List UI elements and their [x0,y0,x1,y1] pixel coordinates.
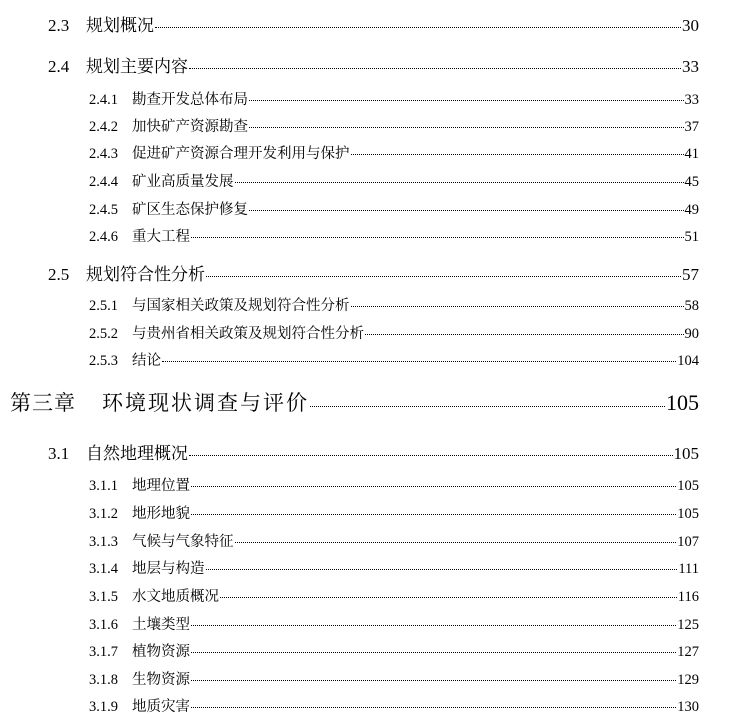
dot-leader [249,127,684,128]
page-number: 58 [684,298,699,314]
toc-entry[interactable] [89,640,699,661]
section-title: 水文地质概况 [132,589,219,605]
section-number: 2.3 [48,16,70,35]
toc-entry[interactable] [48,52,699,77]
page-number: 105 [677,478,699,494]
toc-entry[interactable] [89,557,699,578]
section-number: 2.4.1 [89,92,118,108]
page-number: 130 [677,699,699,715]
section-title: 规划概况 [86,16,154,36]
toc-entry[interactable] [89,613,699,634]
dot-leader [365,334,684,335]
dot-leader [189,68,681,69]
section-title: 生物资源 [132,672,190,688]
dot-leader [191,486,676,487]
section-title: 土壤类型 [132,617,190,633]
section-number: 2.4.2 [89,119,118,135]
section-number: 3.1.9 [89,699,118,715]
toc-entry[interactable] [48,260,699,285]
section-number: 3.1.7 [89,644,118,660]
dot-leader [235,182,684,183]
section-title: 促进矿产资源合理开发利用与保护 [132,146,350,162]
dot-leader [191,625,676,626]
dot-leader [206,569,678,570]
toc-entry[interactable] [89,474,699,495]
page-number: 57 [682,265,699,284]
section-number: 3.1 [48,444,70,463]
page-number: 30 [682,16,699,35]
dot-leader [249,100,684,101]
section-number: 2.4.3 [89,146,118,162]
page-number: 105 [666,390,699,415]
section-number: 2.5.2 [89,326,118,342]
toc-chapter-entry[interactable] [10,387,699,417]
page-number: 104 [677,353,699,369]
section-number: 2.4.6 [89,229,118,245]
page-number: 127 [677,644,699,660]
dot-leader [191,707,676,708]
section-title: 结论 [132,353,161,369]
section-number: 3.1.2 [89,506,118,522]
section-number: 3.1.8 [89,672,118,688]
page-number: 49 [684,202,699,218]
section-title: 植物资源 [132,644,190,660]
section-number: 2.4.5 [89,202,118,218]
page-number: 37 [684,119,699,135]
section-title: 勘查开发总体布局 [132,92,248,108]
page-number: 105 [677,506,699,522]
page-number: 107 [677,534,699,550]
page-number: 111 [678,561,699,577]
section-title: 重大工程 [132,229,190,245]
section-title: 与国家相关政策及规划符合性分析 [132,298,350,314]
toc-entry[interactable] [89,668,699,689]
section-number: 2.4 [48,57,70,76]
dot-leader [162,361,676,362]
dot-leader [191,514,676,515]
section-number: 2.5.1 [89,298,118,314]
section-title: 气候与气象特征 [132,534,234,550]
section-number: 3.1.1 [89,478,118,494]
dot-leader [235,542,677,543]
dot-leader [189,455,673,456]
page-number: 116 [677,589,699,605]
section-number: 2.5.3 [89,353,118,369]
section-number: 3.1.5 [89,589,118,605]
toc-entry[interactable] [89,349,699,370]
toc-entry[interactable] [89,502,699,523]
section-title: 自然地理概况 [86,444,188,464]
dot-leader [249,210,684,211]
page-number: 45 [684,174,699,190]
dot-leader [351,154,684,155]
toc-entry[interactable] [89,115,699,136]
dot-leader [191,652,676,653]
toc-entry[interactable] [89,225,699,246]
dot-leader [191,680,676,681]
chapter-number: 第三章 [10,391,76,415]
section-title: 矿区生态保护修复 [132,202,248,218]
dot-leader [220,597,677,598]
section-title: 规划主要内容 [86,57,188,77]
toc-entry[interactable] [89,198,699,219]
section-number: 3.1.4 [89,561,118,577]
toc-entry[interactable] [89,695,699,716]
toc-entry[interactable] [48,439,699,464]
section-title: 加快矿产资源勘查 [132,119,248,135]
section-number: 3.1.3 [89,534,118,550]
dot-leader [155,27,681,28]
section-number: 2.5 [48,265,70,284]
toc-entry[interactable] [89,294,699,315]
toc-entry[interactable] [89,88,699,109]
page-number: 105 [673,444,699,463]
page-number: 125 [677,617,699,633]
section-title: 与贵州省相关政策及规划符合性分析 [132,326,364,342]
section-title: 地理位置 [132,478,190,494]
page-number: 51 [684,229,699,245]
section-title: 地质灾害 [132,699,190,715]
toc-entry[interactable] [48,11,699,36]
page-number: 90 [684,326,699,342]
section-number: 2.4.4 [89,174,118,190]
dot-leader [351,306,684,307]
toc-entry[interactable] [89,170,699,191]
toc-entry[interactable] [89,322,699,343]
toc-entry[interactable] [89,530,699,551]
page-number: 33 [682,57,699,76]
dot-leader [206,276,681,277]
section-title: 规划符合性分析 [86,265,205,285]
page-number: 33 [684,92,699,108]
toc-entry[interactable] [89,585,699,606]
chapter-title: 环境现状调查与评价 [102,391,309,415]
dot-leader [191,237,684,238]
section-title: 地层与构造 [132,561,205,577]
page-number: 41 [684,146,699,162]
section-title: 矿业高质量发展 [132,174,234,190]
toc-entry[interactable] [89,142,699,163]
section-title: 地形地貌 [132,506,190,522]
page-number: 129 [677,672,699,688]
dot-leader [310,406,665,407]
section-number: 3.1.6 [89,617,118,633]
